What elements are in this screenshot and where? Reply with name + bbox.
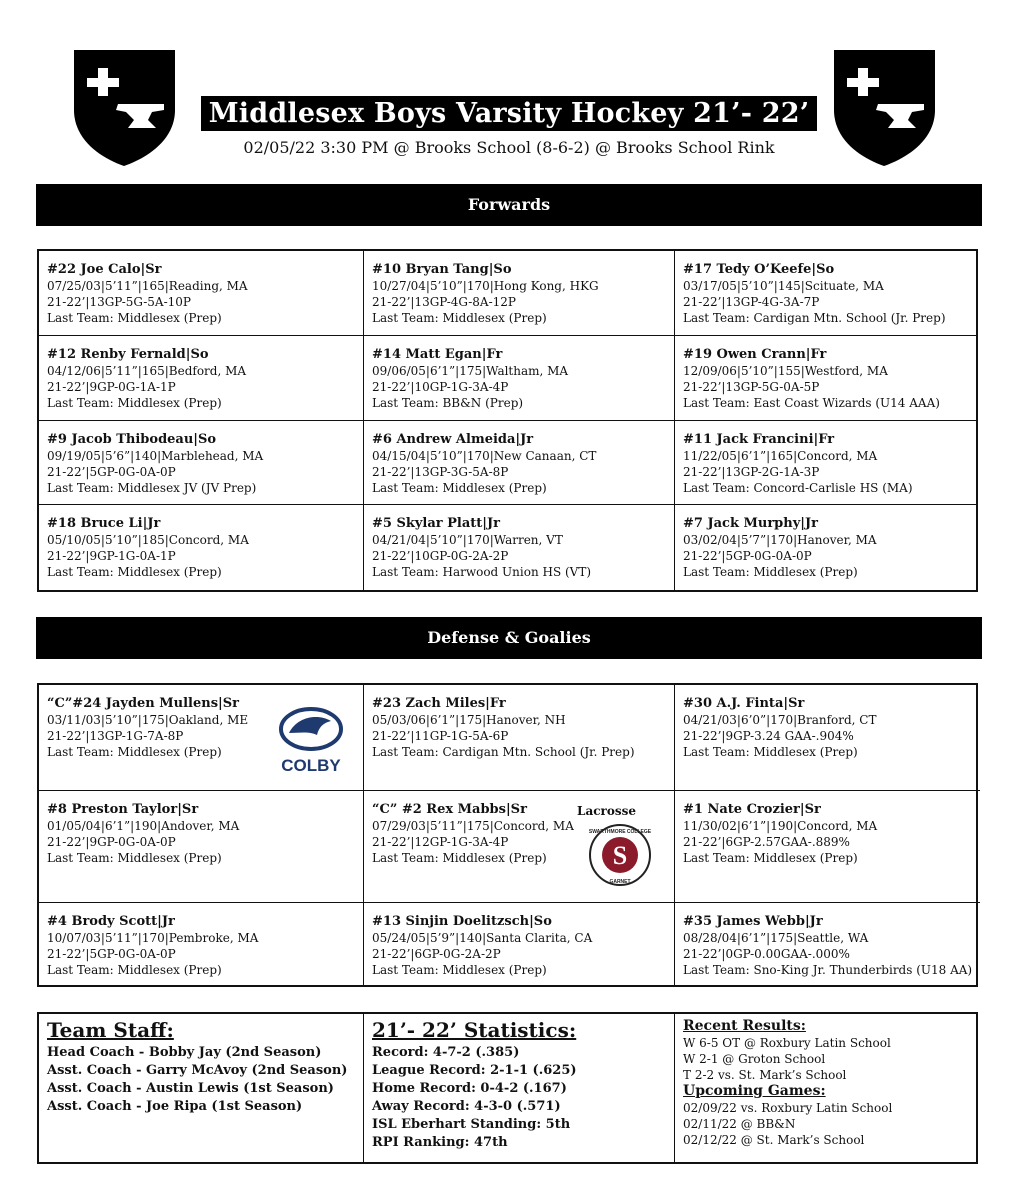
player-card — [364, 903, 675, 985]
player-bio: 04/21/03|6’0”|170|Branford, CT — [683, 713, 877, 727]
player-bio: 03/17/05|5’10”|145|Scituate, MA — [683, 279, 884, 293]
player-last-team: Last Team: Middlesex (Prep) — [47, 963, 222, 977]
player-stats: 21-22’|13GP-3G-5A-8P — [372, 464, 509, 479]
player-stats: 21-22’|13GP-5G-0A-5P — [683, 379, 820, 394]
player-card — [675, 685, 980, 791]
player-last-team: Last Team: Middlesex (Prep) — [372, 963, 547, 977]
stats-line: League Record: 2-1-1 (.625) — [372, 1063, 577, 1078]
player-name: #35 James Webb|Jr — [683, 914, 823, 929]
player-bio: 03/11/03|5’10”|175|Oakland, ME — [47, 713, 249, 727]
player-card — [364, 421, 675, 506]
player-last-team: Last Team: Middlesex (Prep) — [47, 395, 222, 410]
player-card — [39, 251, 364, 336]
player-stats: 21-22’|9GP-0G-1A-1P — [47, 379, 176, 394]
staff-line: Asst. Coach - Garry McAvoy (2nd Season) — [47, 1063, 348, 1078]
player-last-team: Last Team: Middlesex (Prep) — [47, 565, 222, 580]
colby-wordmark: COLBY — [281, 756, 341, 775]
player-bio: 11/30/02|6’1”|190|Concord, MA — [683, 819, 878, 833]
stats-line: RPI Ranking: 47th — [372, 1135, 508, 1150]
page-title: Middlesex Boys Varsity Hockey 21’- 22’ — [201, 96, 818, 131]
forwards-header: Forwards — [36, 184, 982, 226]
player-card — [675, 791, 980, 903]
upcoming-games-heading: Upcoming Games: — [683, 1083, 826, 1099]
player-bio: 05/03/06|6’1”|175|Hanover, NH — [372, 713, 566, 727]
player-stats: 21-22’|5GP-0G-0A-0P — [47, 464, 176, 479]
upcoming-game: 02/12/22 @ St. Mark’s School — [683, 1133, 865, 1147]
player-name: #11 Jack Francini|Fr — [683, 431, 835, 447]
staff-line: Head Coach - Bobby Jay (2nd Season) — [47, 1045, 322, 1060]
player-last-team: Last Team: Middlesex (Prep) — [683, 851, 858, 865]
player-last-team: Last Team: Sno-King Jr. Thunderbirds (U18 AA) — [683, 963, 973, 977]
stats-line: Home Record: 0-4-2 (.167) — [372, 1081, 567, 1096]
player-card — [39, 505, 364, 590]
staff-line: Asst. Coach - Austin Lewis (1st Season) — [47, 1081, 334, 1096]
player-stats: 21-22’|10GP-0G-2A-2P — [372, 549, 509, 564]
player-stats: 21-22’|9GP-3.24 GAA-.904% — [683, 729, 854, 743]
player-card — [364, 685, 675, 791]
player-stats: 21-22’|12GP-1G-3A-4P — [372, 835, 509, 849]
player-stats: 21-22’|6GP-2.57GAA-.889% — [683, 835, 850, 849]
player-stats: 21-22’|10GP-1G-3A-4P — [372, 379, 509, 394]
player-card — [675, 421, 976, 506]
player-bio: 07/25/03|5’11”|165|Reading, MA — [47, 279, 248, 293]
player-last-team: Last Team: Middlesex (Prep) — [372, 311, 547, 325]
defense-goalies-header: Defense & Goalies — [36, 617, 982, 659]
upcoming-game: 02/09/22 vs. Roxbury Latin School — [683, 1101, 893, 1115]
player-name: #8 Preston Taylor|Sr — [47, 802, 199, 817]
swarthmore-garnet: GARNET — [609, 879, 631, 885]
player-card — [39, 903, 364, 985]
player-last-team: Last Team: Middlesex (Prep) — [683, 745, 858, 759]
player-bio: 04/21/04|5’10”|170|Warren, VT — [372, 533, 563, 548]
player-name: #4 Brody Scott|Jr — [47, 914, 175, 929]
stats-line: Away Record: 4-3-0 (.571) — [372, 1099, 561, 1114]
player-name: #7 Jack Murphy|Jr — [683, 516, 819, 532]
player-card — [675, 505, 976, 590]
player-card — [675, 903, 980, 985]
upcoming-game: 02/11/22 @ BB&N — [683, 1117, 796, 1131]
player-last-team: Last Team: Middlesex (Prep) — [47, 311, 222, 325]
player-last-team: Last Team: BB&N (Prep) — [372, 395, 524, 410]
stats-heading: 21’- 22’ Statistics: — [372, 1018, 577, 1042]
player-last-team: Last Team: Harwood Union HS (VT) — [372, 565, 592, 580]
recent-result: W 2-1 @ Groton School — [683, 1052, 826, 1066]
player-last-team: Last Team: Middlesex (Prep) — [47, 851, 222, 865]
player-name: #13 Sinjin Doelitzsch|So — [372, 914, 552, 929]
player-name: #1 Nate Crozier|Sr — [683, 802, 821, 817]
player-bio: 09/06/05|6’1”|175|Waltham, MA — [372, 363, 569, 378]
player-stats: 21-22’|0GP-0.00GAA-.000% — [683, 947, 850, 961]
season-statistics — [364, 1014, 675, 1162]
player-bio: 10/27/04|5’10”|170|Hong Kong, HKG — [372, 279, 599, 293]
player-bio: 03/02/04|5’7”|170|Hanover, MA — [683, 533, 877, 548]
player-stats: 21-22’|5GP-0G-0A-0P — [683, 549, 812, 564]
player-bio: 05/24/05|5’9”|140|Santa Clarita, CA — [372, 931, 593, 945]
player-last-team: Last Team: East Coast Wizards (U14 AAA) — [683, 395, 940, 410]
stats-line: ISL Eberhart Standing: 5th — [372, 1117, 571, 1132]
swarthmore-logo — [588, 823, 652, 887]
player-bio: 07/29/03|5’11”|175|Concord, MA — [372, 819, 574, 833]
player-card — [39, 421, 364, 506]
player-name: #10 Bryan Tang|So — [372, 262, 512, 277]
forwards-roster — [37, 249, 978, 592]
player-name: #18 Bruce Li|Jr — [47, 516, 161, 532]
player-card — [364, 251, 675, 336]
player-name: #19 Owen Crann|Fr — [683, 346, 827, 362]
player-bio: 11/22/05|6’1”|165|Concord, MA — [683, 448, 878, 463]
staff-line: Asst. Coach - Joe Ripa (1st Season) — [47, 1099, 303, 1114]
player-name: “C”#24 Jayden Mullens|Sr — [47, 696, 240, 711]
player-stats: 21-22’|11GP-1G-5A-6P — [372, 729, 509, 743]
player-card — [364, 336, 675, 421]
player-name: #6 Andrew Almeida|Jr — [372, 431, 534, 447]
player-card — [364, 505, 675, 590]
player-last-team: Last Team: Cardigan Mtn. School (Jr. Prep) — [372, 745, 635, 759]
player-name: #23 Zach Miles|Fr — [372, 696, 506, 711]
player-bio: 04/12/06|5’11”|165|Bedford, MA — [47, 363, 247, 378]
player-stats: 21-22’|13GP-4G-3A-7P — [683, 295, 820, 309]
player-name: #22 Joe Calo|Sr — [47, 262, 162, 277]
player-card — [39, 336, 364, 421]
swarthmore-name: SWARTHMORE COLLEGE — [588, 829, 652, 835]
mule-icon — [289, 717, 331, 735]
player-card — [39, 791, 364, 903]
player-last-team: Last Team: Middlesex (Prep) — [372, 851, 547, 865]
player-last-team: Last Team: Middlesex JV (JV Prep) — [47, 480, 257, 495]
player-stats: 21-22’|13GP-2G-1A-3P — [683, 464, 820, 479]
player-last-team: Last Team: Concord-Carlisle HS (MA) — [683, 480, 913, 495]
player-stats: 21-22’|6GP-0G-2A-2P — [372, 947, 501, 961]
player-name: #9 Jacob Thibodeau|So — [47, 431, 217, 447]
results-and-schedule — [675, 1014, 976, 1162]
player-last-team: Last Team: Middlesex (Prep) — [47, 745, 222, 759]
player-bio: 01/05/04|6’1”|190|Andover, MA — [47, 819, 240, 833]
recent-results-heading: Recent Results: — [683, 1018, 806, 1034]
recent-result: T 2-2 vs. St. Mark’s School — [683, 1068, 847, 1082]
swarthmore-letter: S — [612, 841, 628, 870]
player-name: “C” #2 Rex Mabbs|Sr — [372, 802, 527, 817]
stats-line: Record: 4-7-2 (.385) — [372, 1045, 520, 1060]
team-staff — [39, 1014, 364, 1162]
player-card — [675, 251, 976, 336]
player-bio: 12/09/06|5’10”|155|Westford, MA — [683, 363, 888, 378]
recent-result: W 6-5 OT @ Roxbury Latin School — [683, 1036, 891, 1050]
player-bio: 10/07/03|5’11”|170|Pembroke, MA — [47, 931, 259, 945]
player-stats: 21-22’|13GP-4G-8A-12P — [372, 295, 516, 309]
player-last-team: Last Team: Middlesex (Prep) — [683, 565, 858, 580]
player-card — [675, 336, 976, 421]
colby-logo — [273, 705, 349, 775]
player-stats: 21-22’|5GP-0G-0A-0P — [47, 947, 176, 961]
player-stats: 21-22’|9GP-1G-0A-1P — [47, 549, 176, 564]
player-name: #30 A.J. Finta|Sr — [683, 696, 805, 711]
player-last-team: Last Team: Middlesex (Prep) — [372, 480, 547, 495]
player-name: #12 Renby Fernald|So — [47, 346, 209, 362]
game-info: 02/05/22 3:30 PM @ Brooks School (8-6-2) @ Brooks School Rink — [243, 138, 775, 157]
player-stats: 21-22’|9GP-0G-0A-0P — [47, 835, 176, 849]
defense-roster — [37, 683, 978, 987]
lacrosse-label: Lacrosse — [577, 804, 636, 818]
player-bio: 05/10/05|5’10”|185|Concord, MA — [47, 533, 249, 548]
player-name: #14 Matt Egan|Fr — [372, 346, 503, 362]
player-stats: 21-22’|13GP-5G-5A-10P — [47, 295, 191, 309]
player-bio: 04/15/04|5’10”|170|New Canaan, CT — [372, 448, 597, 463]
team-summary — [37, 1012, 978, 1164]
player-bio: 09/19/05|5’6”|140|Marblehead, MA — [47, 448, 264, 463]
player-name: #17 Tedy O’Keefe|So — [683, 262, 835, 277]
player-name: #5 Skylar Platt|Jr — [372, 516, 501, 532]
player-card — [39, 685, 364, 791]
player-card — [364, 791, 675, 903]
player-bio: 08/28/04|6’1”|175|Seattle, WA — [683, 931, 869, 945]
player-last-team: Last Team: Cardigan Mtn. School (Jr. Prep) — [683, 311, 946, 325]
player-stats: 21-22’|13GP-1G-7A-8P — [47, 729, 184, 743]
staff-heading: Team Staff: — [47, 1018, 174, 1042]
